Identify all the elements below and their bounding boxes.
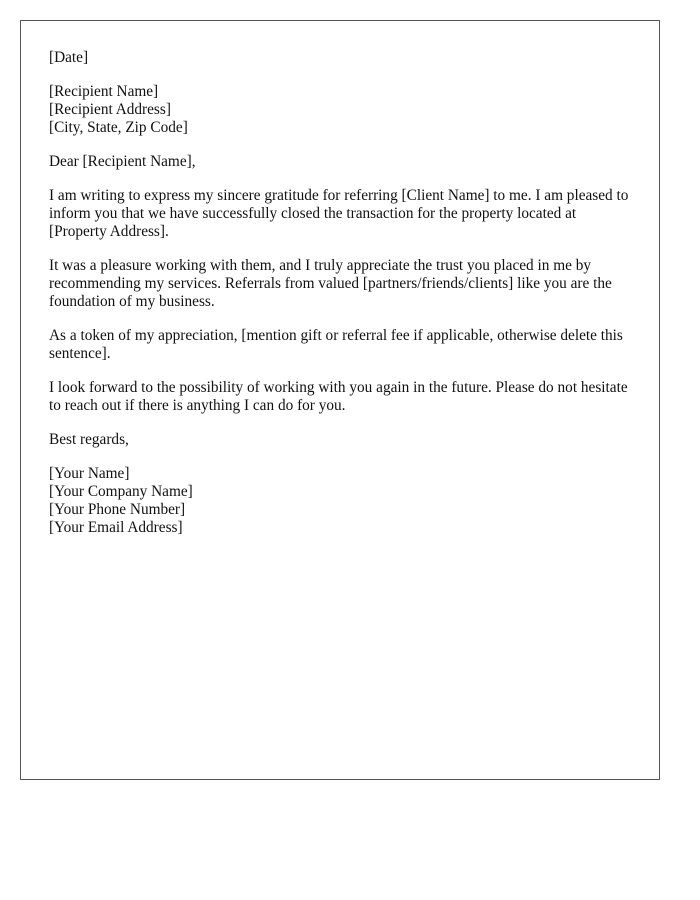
recipient-city-state-zip: [City, State, Zip Code] (49, 119, 188, 136)
signature-email: [Your Email Address] (49, 519, 183, 536)
paragraph-gratitude: I am writing to express my sincere gratitude for referring [Client Name] to me. I am pleased to inform you that we have successfully closed the transaction for the property located at [Property Address]. (49, 187, 629, 240)
signature-phone: [Your Phone Number] (49, 501, 186, 518)
recipient-block (49, 83, 634, 137)
date-block (49, 49, 634, 67)
recipient-name: [Recipient Name] (49, 83, 159, 100)
recipient-address: [Recipient Address] (49, 101, 171, 118)
letter-date: [Date] (49, 49, 89, 66)
signature-name: [Your Name] (49, 465, 130, 482)
salutation: Dear [Recipient Name], (49, 153, 196, 170)
paragraph-token: As a token of my appreciation, [mention gift or referral fee if applicable, otherwise delete this sentence]. (49, 327, 623, 362)
closing: Best regards, (49, 431, 129, 448)
letter-page (20, 20, 660, 780)
signature-block (49, 465, 634, 537)
paragraph-future: I look forward to the possibility of working with you again in the future. Please do not hesitate to reach out if there is anything I can do for you. (49, 379, 628, 414)
salutation-block (49, 153, 634, 171)
letter-content (49, 49, 634, 553)
closing-block (49, 431, 634, 449)
paragraph-appreciation: It was a pleasure working with them, and I truly appreciate the trust you placed in me by recommending my services. Referrals from valued [partners/friends/clients] like you are the foundation of my business. (49, 257, 612, 310)
signature-company: [Your Company Name] (49, 483, 193, 500)
